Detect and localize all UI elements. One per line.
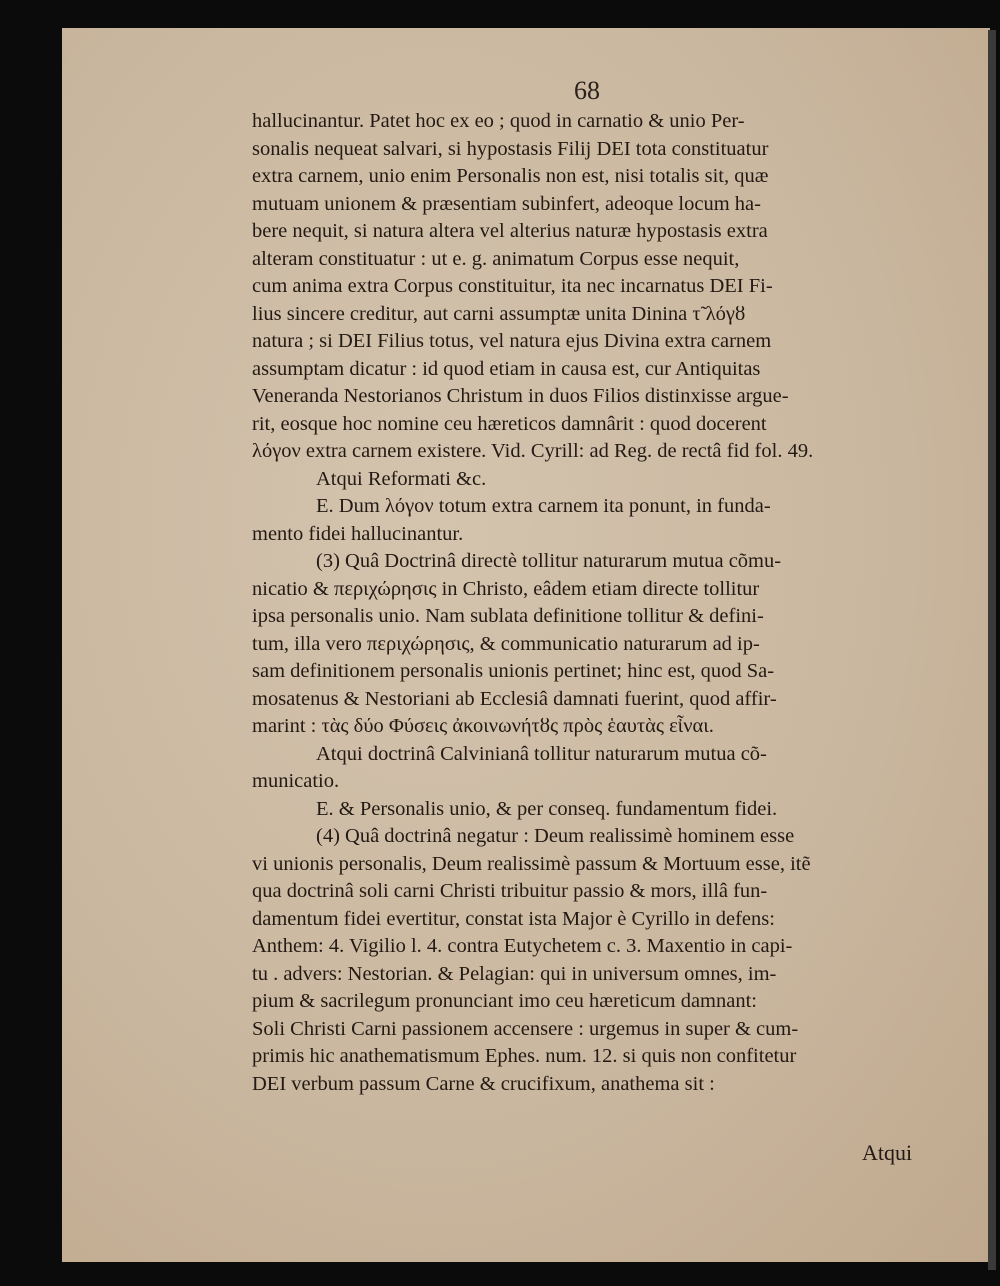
text-line: nicatio & περιχώρησις in Christo, eâdem etiam directe tollitur [252,577,760,600]
text-line: primis hic anathematismum Ephes. num. 12. si quis non confitetur [252,1045,797,1067]
text-line: tu . advers: Nestorian. & Pelagian: qui in universum omnes, im- [252,962,777,985]
body-text [252,108,942,1098]
text-line: sonalis nequeat salvari, si hypostasis Filij DEI tota constituatur [252,137,769,160]
text-line: qua doctrinâ soli carni Christi tribuitur passio & mors, illâ fun- [252,880,768,902]
text-line: hallucinantur. Patet hoc ex eo ; quod in carnatio & unio Per- [252,110,745,132]
text-line: mento fidei hallucinantur. [252,522,464,545]
text-line: E. & Personalis unio, & per conseq. fundamentum fidei. [316,797,778,820]
text-line: alteram constituatur : ut e. g. animatum Corpus esse nequit, [252,247,740,270]
text-line: DEI verbum passum Carne & crucifixum, anathema sit : [252,1072,715,1095]
text-line: (3) Quâ Doctrinâ directè tollitur naturarum mutua cõmu- [316,550,782,572]
text-line: vi unionis personalis, Deum realissimè passum & Mortuum esse, itẽ [252,852,811,875]
text-line: (4) Quâ doctrinâ negatur : Deum realissimè hominem esse [316,825,795,847]
text-line: sam definitionem personalis unionis pertinet; hinc est, quod Sa- [252,660,775,682]
text-line: Anthem: 4. Vigilio l. 4. contra Eutychetem c. 3. Maxentio in capi- [252,935,793,957]
text-line: Atqui Reformati &c. [316,467,487,490]
text-line: bere nequit, si natura altera vel alterius naturæ hypostasis extra [252,220,768,242]
text-line: natura ; si DEI Filius totus, vel natura ejus Divina extra carnem [252,330,772,352]
text-line: Veneranda Nestorianos Christum in duos Filios distinxisse argue- [252,385,789,407]
text-line: lius sincere creditur, aut carni assumptæ unita Dinina τ̃ λόγȣ [252,302,746,325]
text-line: cum anima extra Corpus constituitur, ita nec incarnatus DEI Fi- [252,275,773,297]
text-line: ipsa personalis unio. Nam sublata definitione tollitur & defini- [252,605,764,627]
text-line: tum, illa vero περιχώρησις, & communicatio naturarum ad ip- [252,632,760,655]
page-edge [988,30,996,1270]
text-line: Atqui doctrinâ Calvinianâ tollitur naturarum mutua cõ- [316,742,767,765]
text-line: mutuam unionem & præsentiam subinfert, adeoque locum ha- [252,192,761,215]
text-line: extra carnem, unio enim Personalis non est, nisi totalis sit, quæ [252,165,769,187]
text-line: municatio. [252,770,340,792]
text-line: λόγον extra carnem existere. Vid. Cyrill: ad Reg. de rectâ fid fol. 49. [252,440,814,462]
text-line: pium & sacrilegum pronunciant imo ceu hæreticum damnant: [252,990,757,1012]
text-line: E. Dum λόγον totum extra carnem ita ponunt, in funda- [316,495,771,517]
text-line: rit, eosque hoc nomine ceu hæreticos damnârit : quod docerent [252,412,767,435]
text-line: assumptam dicatur : id quod etiam in causa est, cur Antiquitas [252,357,761,380]
page-number: 68 [574,76,600,105]
text-line: Soli Christi Carni passionem accensere : urgemus in super & cum- [252,1017,799,1040]
text-line: mosatenus & Nestoriani ab Ecclesiâ damnati fuerint, quod affir- [252,687,777,710]
text-line: damentum fidei evertitur, constat ista Major è Cyrillo in defens: [252,907,775,930]
text-line: marint : τὰς δύο Φύσεις ἀκοινωνήτȣς πρὸς ἑαυτὰς εἶναι. [252,715,714,737]
catchword: Atqui [862,1140,913,1165]
